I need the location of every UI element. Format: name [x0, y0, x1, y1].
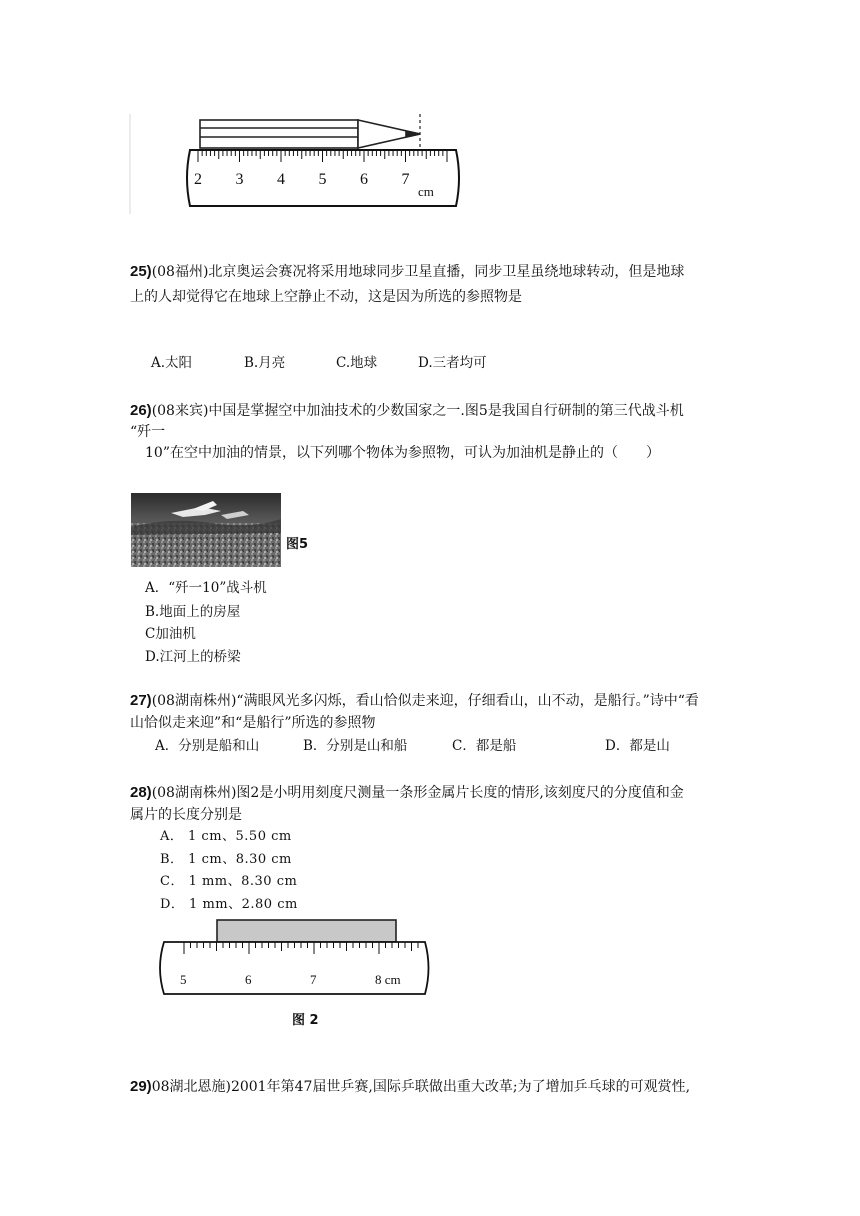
q26-line3: 10”在空中加油的情景，以下列哪个物体为参照物，可认为加油机是静止的（ ） — [145, 445, 660, 461]
ruler-tick-label: 4 — [277, 171, 285, 188]
q26-option-b[interactable]: B.地面上的房屋 — [145, 604, 241, 620]
q27-line1 — [130, 691, 699, 711]
q26-line2: “歼一 — [130, 424, 166, 440]
q29-number: 29) — [130, 1078, 152, 1095]
metal-strip — [217, 920, 396, 942]
metal-strip-ruler-figure — [150, 918, 440, 1004]
q25-option-c[interactable]: C.地球 — [336, 355, 378, 371]
q25-number: 25) — [130, 263, 152, 280]
ruler-tick-label: 5 — [318, 171, 327, 188]
ruler-tick-label: 3 — [235, 171, 244, 188]
q27-option-b[interactable]: B．分别是山和船 — [303, 738, 408, 754]
q27-option-c[interactable]: C．都是船 — [452, 738, 517, 754]
q28-option-b[interactable]: B． 1 cm、8.30 cm — [160, 852, 292, 867]
q26-option-d[interactable]: D.江河上的桥梁 — [145, 649, 241, 665]
q26-line1 — [130, 401, 684, 421]
q27-option-d[interactable]: D．都是山 — [605, 738, 670, 754]
q27-number: 27) — [130, 692, 152, 709]
ruler-tick-label: 6 — [245, 972, 252, 987]
pencil — [200, 120, 420, 148]
ruler-tick-label: 7 — [401, 171, 410, 188]
q28-number: 28) — [130, 784, 152, 801]
q29-line1 — [130, 1077, 690, 1097]
figure5-label: 图5 — [286, 537, 309, 552]
ruler-tick-label: 8 cm — [375, 972, 401, 987]
q28-line1 — [130, 783, 684, 803]
q27-option-a[interactable]: A．分别是船和山 — [155, 738, 260, 754]
q26-text1: (08来宾)中国是掌握空中加油技术的少数国家之一.图5是我国自行研制的第三代战斗机 — [151, 403, 684, 419]
q28-option-d[interactable]: D． 1 mm、2.80 cm — [160, 897, 298, 912]
q29-text1: 08湖北恩施)2001年第47届世乒赛,国际乒联做出重大改革;为了增加乒乓球的可观赏性, — [151, 1079, 691, 1095]
q25-option-d[interactable]: D.三者均可 — [418, 355, 487, 371]
q25-line1 — [130, 262, 684, 282]
ruler-tick-label: 5 — [180, 972, 187, 987]
q28-option-a[interactable]: A． 1 cm、5.50 cm — [160, 829, 292, 844]
ruler-tick-label: 2 — [194, 171, 202, 188]
pencil-ruler-figure — [128, 106, 468, 218]
q25-option-a[interactable]: A.太阳 — [151, 355, 193, 371]
q27-line2: 山恰似走来迎”和“是船行”所选的参照物 — [130, 715, 376, 731]
q26-option-a[interactable]: A．“歼一10”战斗机 — [145, 580, 267, 596]
q27-text1: (08湖南株州)“满眼风光多闪烁，看山恰似走来迎，仔细看山，山不动，是船行。”诗中“看 — [151, 693, 699, 709]
ruler-unit: cm — [418, 184, 434, 199]
q26-number: 26) — [130, 402, 152, 419]
q28-text1: (08湖南株州)图2是小明用刻度尺测量一条形金属片长度的情形,该刻度尺的分度值和金 — [151, 785, 684, 801]
ruler-tick-label: 7 — [310, 972, 317, 987]
q25-option-b[interactable]: B.月亮 — [244, 355, 286, 371]
q26-option-c[interactable]: C加油机 — [145, 626, 196, 642]
ruler-tick-label: 6 — [360, 171, 368, 188]
q28-option-c[interactable]: C． 1 mm、8.30 cm — [160, 874, 298, 889]
refueling-photo — [131, 493, 281, 567]
q25-line2: 上的人却觉得它在地球上空静止不动，这是因为所选的参照物是 — [130, 289, 522, 305]
figure2-label: 图 2 — [292, 1013, 319, 1028]
q28-line2: 属片的长度分别是 — [130, 807, 242, 823]
q25-text1: (08福州)北京奥运会赛况将采用地球同步卫星直播，同步卫星虽绕地球转动，但是地球 — [151, 264, 685, 280]
